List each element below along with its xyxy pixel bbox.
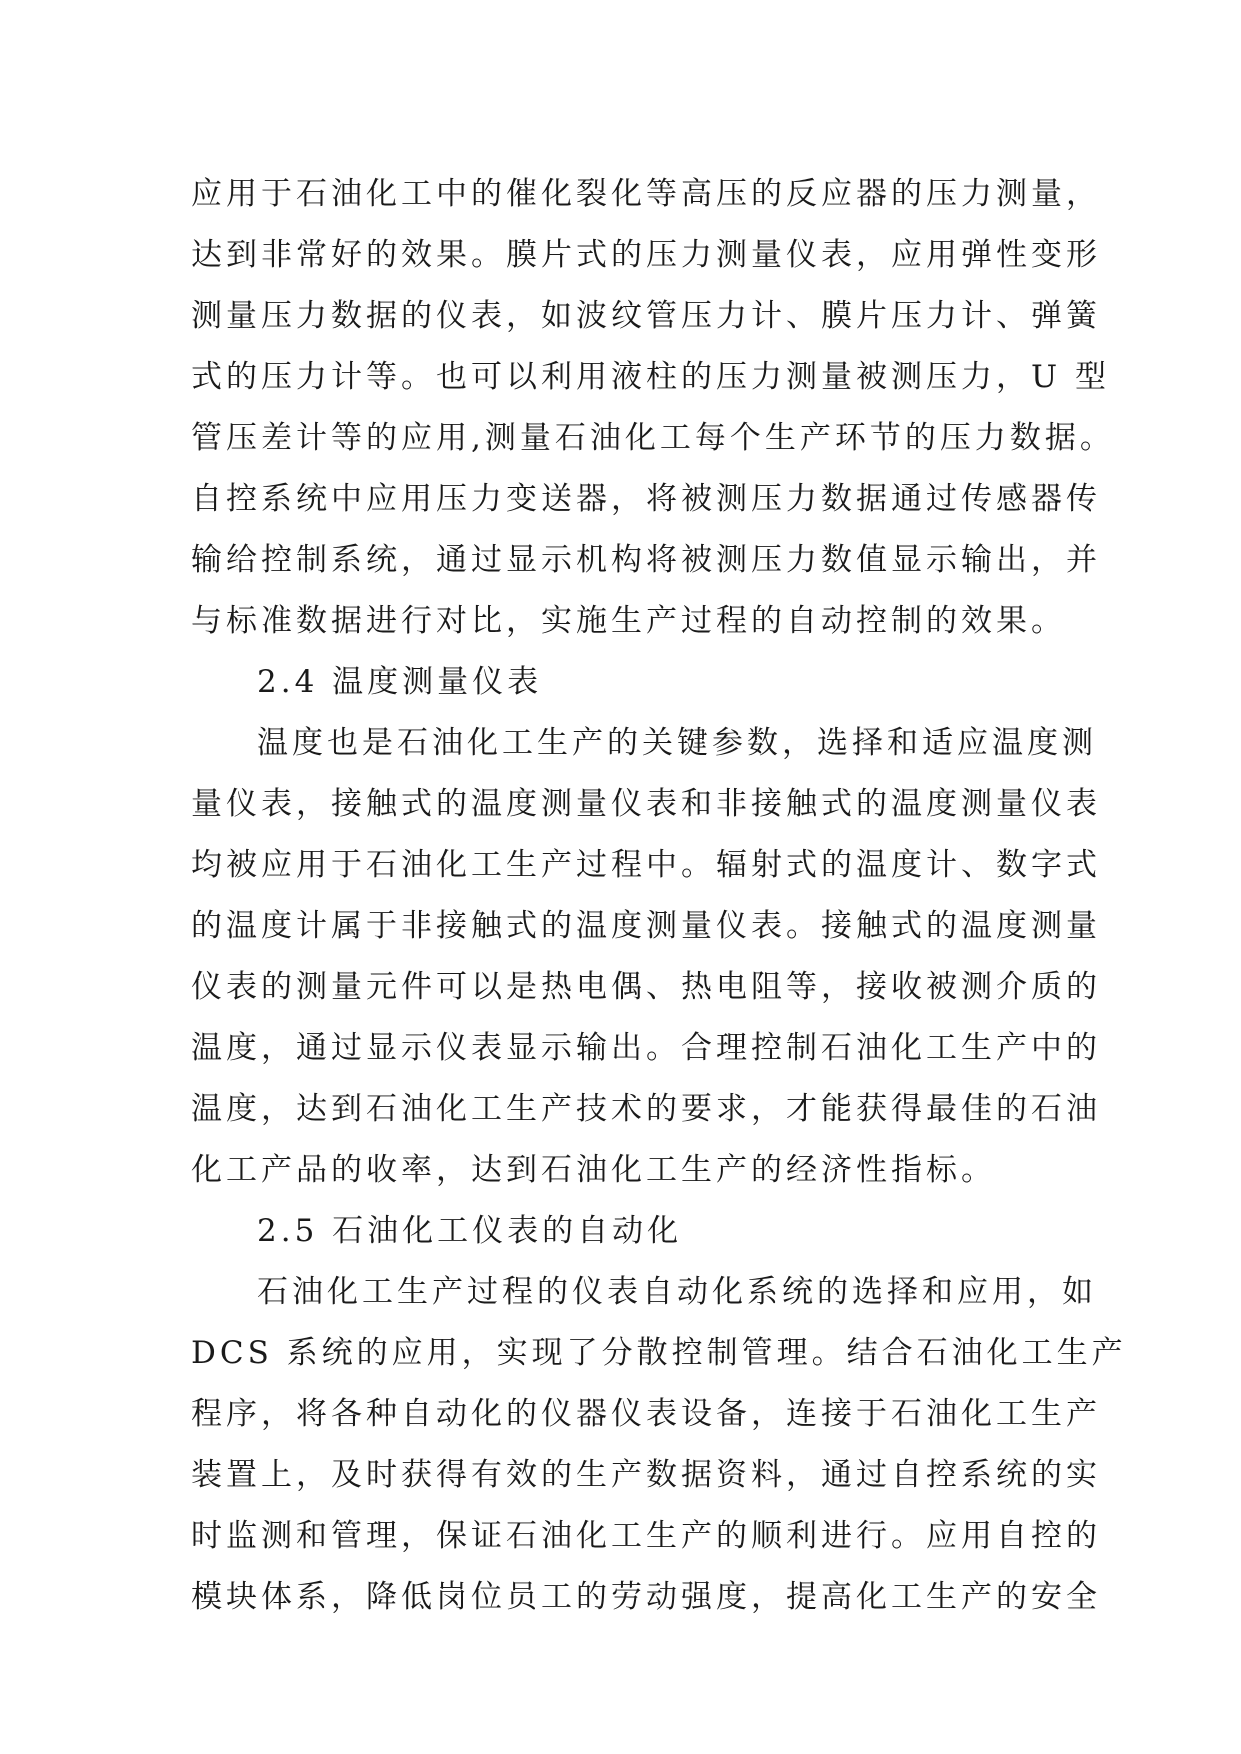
- text-line: 的温度计属于非接触式的温度测量仪表。接触式的温度测量: [191, 908, 1101, 944]
- text-line: 测量压力数据的仪表，如波纹管压力计、膜片压力计、弹簧: [191, 298, 1101, 334]
- text-line: 式的压力计等。也可以利用液柱的压力测量被测压力，U 型: [191, 359, 1110, 395]
- text-line: 温度，达到石油化工生产技术的要求，才能获得最佳的石油: [191, 1091, 1101, 1127]
- text-line: 管压差计等的应用,测量石油化工每个生产环节的压力数据。: [191, 420, 1115, 456]
- text-line: 模块体系，降低岗位员工的劳动强度，提高化工生产的安全: [191, 1579, 1101, 1615]
- text-line: 均被应用于石油化工生产过程中。辐射式的温度计、数字式: [191, 847, 1101, 883]
- paragraph-temperature: [191, 713, 1101, 1201]
- paragraph-pressure-continued: [191, 164, 1115, 652]
- section-heading-2-4: 2.4 温度测量仪表: [257, 664, 543, 700]
- text-line: 装置上，及时获得有效的生产数据资料，通过自控系统的实: [191, 1457, 1101, 1493]
- text-line: 应用于石油化工中的催化裂化等高压的反应器的压力测量，: [191, 176, 1101, 212]
- text-line: 自控系统中应用压力变送器，将被测压力数据通过传感器传: [191, 481, 1101, 517]
- text-line: 温度也是石油化工生产的关键参数，选择和适应温度测: [257, 725, 1097, 761]
- body-text: [191, 164, 1127, 1628]
- text-line: 温度，通过显示仪表显示输出。合理控制石油化工生产中的: [191, 1030, 1101, 1066]
- text-line: DCS 系统的应用，实现了分散控制管理。结合石油化工生产: [191, 1335, 1127, 1371]
- text-line: 时监测和管理，保证石油化工生产的顺利进行。应用自控的: [191, 1518, 1101, 1554]
- section-heading-2-5: 2.5 石油化工仪表的自动化: [257, 1213, 683, 1249]
- text-line: 石油化工生产过程的仪表自动化系统的选择和应用，如: [257, 1274, 1097, 1310]
- text-line: 量仪表，接触式的温度测量仪表和非接触式的温度测量仪表: [191, 786, 1101, 822]
- text-line: 输给控制系统，通过显示机构将被测压力数值显示输出，并: [191, 542, 1101, 578]
- text-line: 与标准数据进行对比，实施生产过程的自动控制的效果。: [191, 603, 1066, 639]
- text-line: 化工产品的收率，达到石油化工生产的经济性指标。: [191, 1152, 996, 1188]
- text-line: 程序，将各种自动化的仪器仪表设备，连接于石油化工生产: [191, 1396, 1101, 1432]
- paragraph-automation: [191, 1262, 1127, 1628]
- text-line: 仪表的测量元件可以是热电偶、热电阻等，接收被测介质的: [191, 969, 1101, 1005]
- text-line: 达到非常好的效果。膜片式的压力测量仪表，应用弹性变形: [191, 237, 1101, 273]
